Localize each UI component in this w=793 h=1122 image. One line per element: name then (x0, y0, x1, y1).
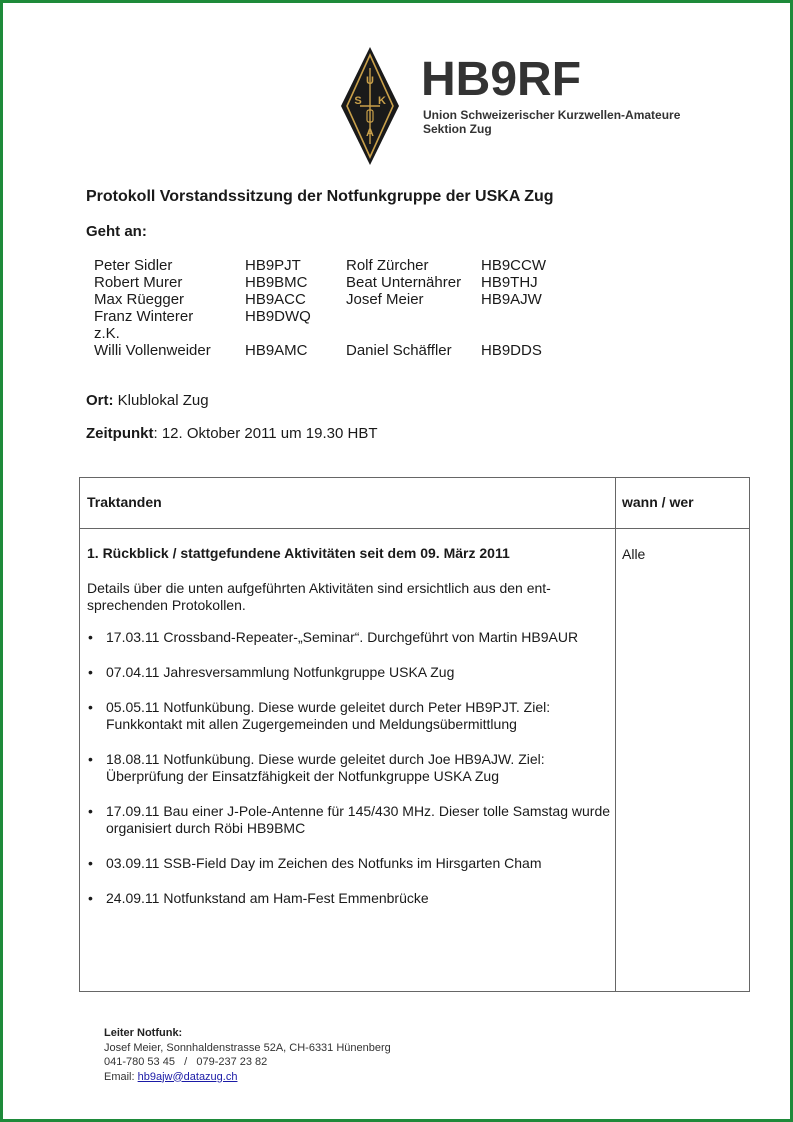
list-item: • 17.03.11 Crossband-Repeater-„Seminar“. Durchgeführt von Martin HB9AUR (87, 629, 612, 646)
time-line (86, 425, 378, 442)
svg-text:S: S (354, 95, 362, 107)
recipient-callsign: HB9ACC (245, 291, 306, 308)
activity-list (87, 629, 612, 925)
footer-email-line (104, 1070, 391, 1085)
agenda-item-heading: 1. Rückblick / stattgefundene Aktivitäten seit dem 09. März 2011 (87, 545, 510, 561)
recipient-name: Peter Sidler (94, 257, 173, 274)
email-link[interactable]: hb9ajw@datazug.ch (137, 1070, 238, 1083)
uska-logo-icon (340, 46, 400, 166)
recipient-callsign: HB9CCW (481, 257, 547, 274)
recipient-name: Rolf Zürcher (346, 257, 429, 274)
recipient-callsign: HB9AMC (245, 342, 308, 359)
footer-phones: 041-780 53 45 / 079-237 23 82 (104, 1056, 268, 1068)
organization-name (423, 108, 680, 136)
footer-label: Leiter Notfunk: (104, 1027, 183, 1039)
recipient-name: Max Rüegger (94, 291, 185, 308)
callsign-title: HB9RF (421, 53, 582, 106)
agenda-item-responsible: Alle (622, 546, 646, 562)
list-item: • 24.09.11 Notfunkstand am Ham-Fest Emmenbrücke (87, 890, 612, 907)
agenda-header: Traktanden (87, 494, 162, 510)
recipient-callsign: HB9AJW (481, 291, 542, 308)
location-label: Ort: (86, 392, 114, 409)
recipient-name: Beat Unternährer (346, 274, 462, 291)
svg-text:A: A (366, 127, 374, 139)
svg-text:K: K (378, 95, 386, 107)
recipients-label: Geht an: (86, 223, 147, 240)
footer-address: Josef Meier, Sonnhaldenstrasse 52A, CH-6331 Hünenberg (104, 1041, 391, 1054)
organization-line-1: Union Schweizerischer Kurzwellen-Amateure (423, 108, 681, 122)
recipient-callsign: HB9PJT (245, 257, 301, 274)
recipient-name: Josef Meier (346, 291, 424, 308)
time-label: Zeitpunkt (86, 425, 154, 442)
location-value: Klublokal Zug (117, 392, 209, 409)
list-item: • 18.08.11 Notfunkübung. Diese wurde geleitet durch Joe HB9AJW. Ziel: Überprüfung der Einsatzfähigkeit der Notfunkgruppe USKA Zug (87, 751, 612, 785)
location-line (86, 392, 209, 409)
time-value: : 12. Oktober 2011 um 19.30 HBT (153, 425, 378, 442)
list-item: • 17.09.11 Bau einer J-Pole-Antenne für 145/430 MHz. Dieser tolle Samstag wurde organisiert durch Röbi HB9BMC (87, 803, 612, 837)
recipient-name: Willi Vollenweider (94, 342, 211, 359)
table-column-divider (615, 478, 616, 991)
footer-contact (104, 1026, 391, 1084)
agenda-table (79, 477, 750, 992)
recipient-callsign: HB9BMC (245, 274, 308, 291)
svg-text:U: U (366, 75, 374, 87)
recipient-callsign: HB9DDS (481, 342, 542, 359)
recipient-name: Daniel Schäffler (346, 342, 452, 359)
table-header-divider (80, 528, 749, 529)
list-item: • 07.04.11 Jahresversammlung Notfunkgruppe USKA Zug (87, 664, 612, 681)
recipient-callsign: HB9DWQ (245, 308, 311, 325)
list-item: • 03.09.11 SSB-Field Day im Zeichen des Notfunks im Hirsgarten Cham (87, 855, 612, 872)
recipient-name: Franz Winterer z.K. (94, 308, 194, 342)
recipient-name: Robert Murer (94, 274, 183, 291)
document-title: Protokoll Vorstandssitzung der Notfunkgruppe der USKA Zug (86, 188, 554, 205)
responsible-header: wann / wer (622, 494, 694, 510)
list-item: • 05.05.11 Notfunkübung. Diese wurde geleitet durch Peter HB9PJT. Ziel: Funkkontakt mit allen Zugergemeinden und Meldungsübermittlung (87, 699, 612, 733)
organization-line-2: Sektion Zug (423, 122, 492, 136)
recipient-callsign: HB9THJ (481, 274, 538, 291)
footer-email-label: Email: (104, 1070, 138, 1083)
agenda-item-intro: Details über die unten aufgeführten Aktivitäten sind ersichtlich aus den ent-sprechenden Protokollen. (87, 580, 551, 613)
